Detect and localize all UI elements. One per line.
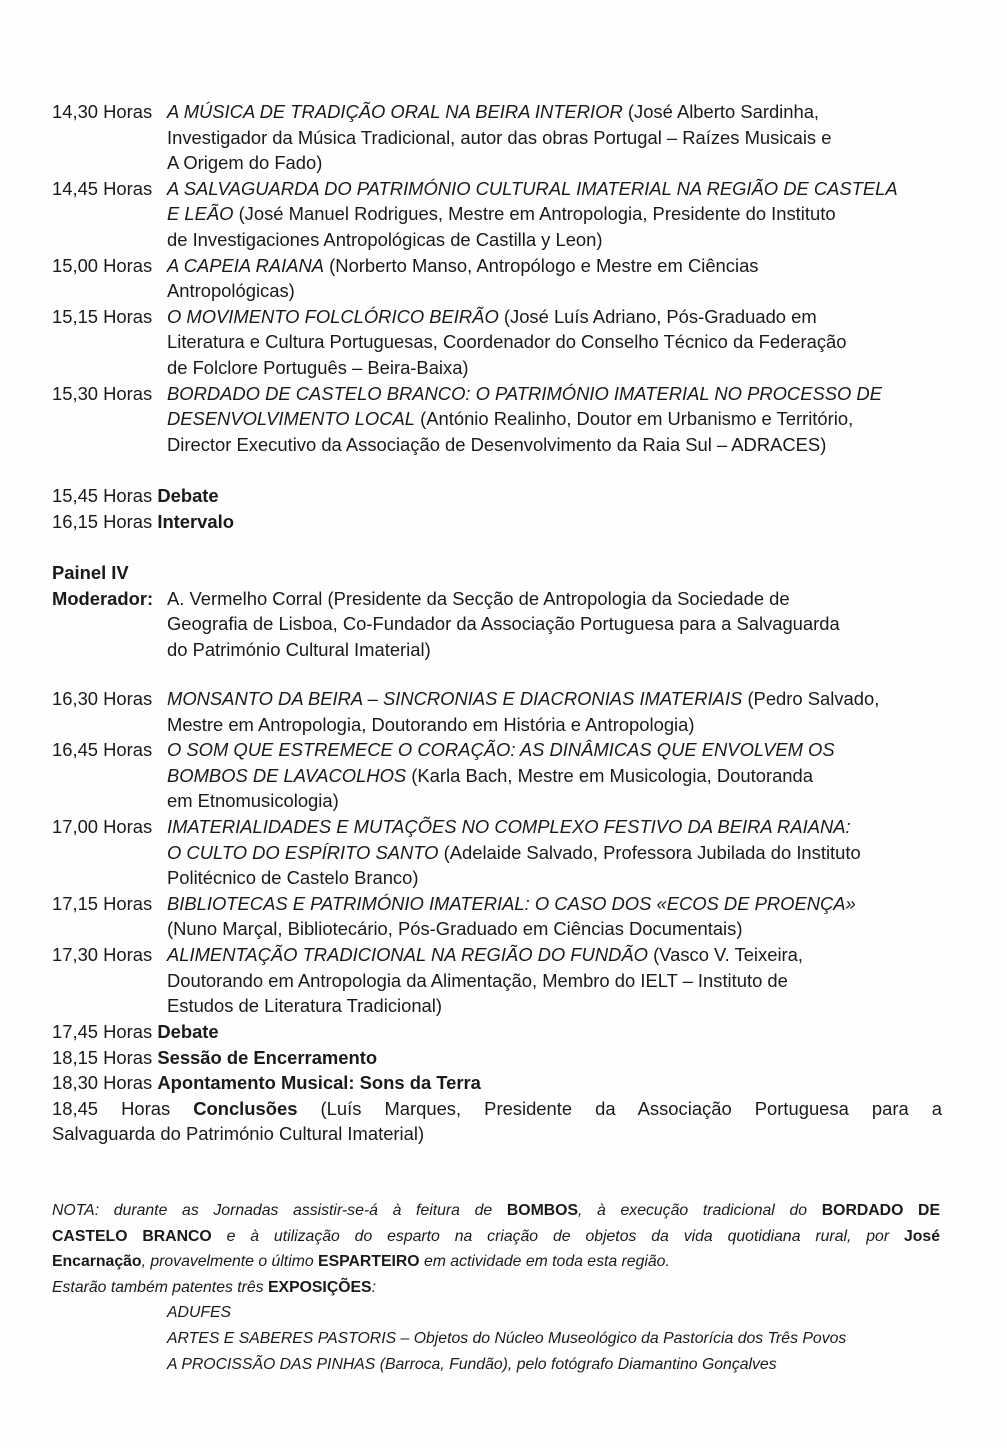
break-row: 16,15 Horas Intervalo	[52, 510, 234, 532]
program-entries	[52, 99, 942, 457]
entry-title: IMATERIALIDADES E MUTAÇÕES NO COMPLEXO FESTIVO DA BEIRA RAIANA:	[167, 815, 851, 837]
entry-details: (Karla Bach, Mestre em Musicologia, Doutoranda	[406, 764, 813, 786]
entry-time: 17,00 Horas	[52, 815, 153, 837]
entry-details: Estudos de Literatura Tradicional)	[167, 995, 442, 1017]
entry-details: Doutorando em Antropologia da Alimentação, Membro do IELT – Instituto de	[167, 969, 788, 991]
entry-title: MONSANTO DA BEIRA – SINCRONIAS E DIACRONIAS IMATERIAIS	[167, 688, 743, 709]
entry-details: (António Realinho, Doutor em Urbanismo e Território,	[415, 408, 854, 430]
entry-details: Investigador da Música Tradicional, autor das obras Portugal – Raízes Musicais e	[167, 126, 832, 148]
entry-details: Antropológicas)	[167, 280, 295, 302]
program-part2	[52, 686, 942, 1019]
program-entries	[52, 686, 942, 1019]
program-entry	[52, 253, 942, 304]
entry-line	[167, 942, 942, 968]
entry-title: BOMBOS DE LAVACOLHOS	[167, 764, 407, 786]
note-line: Estarão também patentes três EXPOSIÇÕES:	[52, 1278, 376, 1296]
entry-title: ALIMENTAÇÃO TRADICIONAL NA REGIÃO DO FUNDÃO	[167, 943, 648, 965]
entry-details: Director Executivo da Associação de Desenvolvimento da Raia Sul – ADRACES)	[167, 433, 827, 455]
entry-details: Mestre em Antropologia, Doutorando em História e Antropologia)	[167, 713, 695, 735]
entry-line	[167, 788, 942, 814]
note-line: Encarnação, provavelmente o último ESPARTEIRO em actividade em toda esta região.	[52, 1253, 670, 1271]
entry-time: 14,45 Horas	[52, 177, 153, 199]
exhibition-item: ARTES E SABERES PASTORIS – Objetos do Núcleo Museológico da Pastorícia dos Três Povos	[167, 1329, 847, 1347]
entry-details: Politécnico de Castelo Branco)	[167, 867, 419, 889]
entry-time: 14,30 Horas	[52, 101, 153, 122]
entry-time: 16,30 Horas	[52, 688, 153, 709]
entry-details: (José Luís Adriano, Pós-Graduado em	[498, 305, 817, 327]
entry-line	[167, 381, 942, 407]
entry-details: (Adelaide Salvado, Professora Jubilada do Instituto	[438, 841, 861, 863]
entry-line	[167, 329, 942, 355]
entry-details: de Investigaciones Antropológicas de Castilla y Leon)	[167, 228, 603, 250]
entry-line	[167, 763, 942, 789]
program-entry	[52, 304, 942, 381]
note-section	[52, 1198, 940, 1377]
entry-line	[167, 278, 942, 304]
entry-line	[167, 176, 942, 202]
entry-line	[167, 304, 942, 330]
panel-section	[52, 560, 942, 662]
panel-title: Painel IV	[52, 562, 129, 583]
entry-line	[167, 891, 942, 917]
entry-title: E LEÃO	[167, 203, 234, 225]
entry-time: 15,15 Horas	[52, 305, 153, 327]
conclusions-row: 18,45 Horas Conclusões (Luís Marques, Presidente da Associação Portuguesa para a	[52, 1097, 942, 1119]
entry-details: Literatura e Cultura Portuguesas, Coordenador do Conselho Técnico da Federação	[167, 331, 847, 353]
entry-time: 17,15 Horas	[52, 892, 153, 914]
closing-row: 17,45 Horas Debate	[52, 1021, 219, 1042]
entry-line	[167, 201, 942, 227]
closing-row: 18,15 Horas Sessão de Encerramento	[52, 1046, 378, 1068]
note-line: NOTA: durante as Jornadas assistir-se-á à feitura de BOMBOS, à execução tradicional do BORDADO DE	[52, 1202, 940, 1219]
entry-details: (Nuno Marçal, Bibliotecário, Pós-Graduado em Ciências Documentais)	[167, 918, 743, 940]
entry-details: (Norberto Manso, Antropólogo e Mestre em Ciências	[324, 254, 759, 276]
closing-section	[52, 1019, 942, 1147]
program-entry	[52, 737, 942, 814]
program-entry	[52, 686, 942, 737]
entry-title: O CULTO DO ESPÍRITO SANTO	[167, 841, 439, 863]
entry-line	[167, 737, 942, 763]
program-entry	[52, 176, 942, 253]
entry-line	[167, 840, 942, 866]
entry-details: em Etnomusicologia)	[167, 790, 339, 812]
entry-details: (José Manuel Rodrigues, Mestre em Antropologia, Presidente do Instituto	[233, 203, 836, 225]
moderator-label: Moderador:	[52, 587, 154, 609]
entry-line	[167, 125, 942, 151]
entry-line	[167, 993, 942, 1019]
program-entry	[52, 942, 942, 1019]
entry-details: (José Alberto Sardinha,	[622, 101, 820, 122]
entry-line	[167, 227, 942, 253]
moderator-row: Moderador: A. Vermelho Corral (Presidente da Secção de Antropologia da Sociedade de Geografia de Lisboa, Co-Fundador da Associação Portuguesa para a Salvaguarda do Património Cultural Imaterial)	[52, 587, 840, 660]
program-entry	[52, 381, 942, 458]
entry-line	[167, 916, 942, 942]
program-entry	[52, 814, 942, 891]
entry-line	[167, 150, 942, 176]
entry-line	[167, 814, 942, 840]
entry-details: (Vasco V. Teixeira,	[647, 943, 803, 965]
entry-line	[167, 686, 942, 712]
breaks	[52, 483, 942, 534]
entry-details: A Origem do Fado)	[167, 152, 323, 174]
entry-title: O MOVIMENTO FOLCLÓRICO BEIRÃO	[167, 305, 499, 327]
entry-title: A MÚSICA DE TRADIÇÃO ORAL NA BEIRA INTERIOR	[167, 101, 623, 122]
entry-line	[167, 99, 942, 125]
entry-time: 17,30 Horas	[52, 943, 153, 965]
entry-title: BORDADO DE CASTELO BRANCO: O PATRIMÓNIO IMATERIAL NO PROCESSO DE	[167, 382, 882, 404]
program-part1	[52, 99, 942, 457]
entry-line	[167, 406, 942, 432]
entry-line	[167, 355, 942, 381]
entry-line	[167, 968, 942, 994]
entry-time: 15,00 Horas	[52, 254, 153, 276]
entry-time: 15,30 Horas	[52, 382, 153, 404]
entry-line	[167, 432, 942, 458]
entry-title: A CAPEIA RAIANA	[167, 254, 325, 276]
conclusions-row-2: Salvaguarda do Património Cultural Imaterial)	[52, 1123, 425, 1145]
entry-details: (Pedro Salvado,	[742, 688, 880, 709]
entry-title: BIBLIOTECAS E PATRIMÓNIO IMATERIAL: O CASO DOS «ECOS DE PROENÇA»	[167, 892, 856, 914]
entry-title: A SALVAGUARDA DO PATRIMÓNIO CULTURAL IMATERIAL NA REGIÃO DE CASTELA	[167, 177, 898, 199]
entry-title: DESENVOLVIMENTO LOCAL	[167, 408, 416, 430]
entry-title: O SOM QUE ESTREMECE O CORAÇÃO: AS DINÂMICAS QUE ENVOLVEM OS	[167, 739, 835, 761]
entry-time: 16,45 Horas	[52, 739, 153, 761]
note-line: CASTELO BRANCO e à utilização do esparto na criação de objetos da vida quotidiana rural, por José	[52, 1227, 940, 1245]
entry-line	[167, 865, 942, 891]
exhibition-item: A PROCISSÃO DAS PINHAS (Barroca, Fundão), pelo fotógrafo Diamantino Gonçalves	[167, 1355, 777, 1373]
entry-line	[167, 253, 942, 279]
break-row: 15,45 Horas Debate	[52, 485, 219, 506]
entry-line	[167, 712, 942, 738]
program-entry	[52, 99, 942, 176]
exhibition-item: ADUFES	[167, 1304, 232, 1322]
program-entry	[52, 891, 942, 942]
closing-row: 18,30 Horas Apontamento Musical: Sons da Terra	[52, 1072, 481, 1094]
entry-details: de Folclore Português – Beira-Baixa)	[167, 356, 469, 378]
